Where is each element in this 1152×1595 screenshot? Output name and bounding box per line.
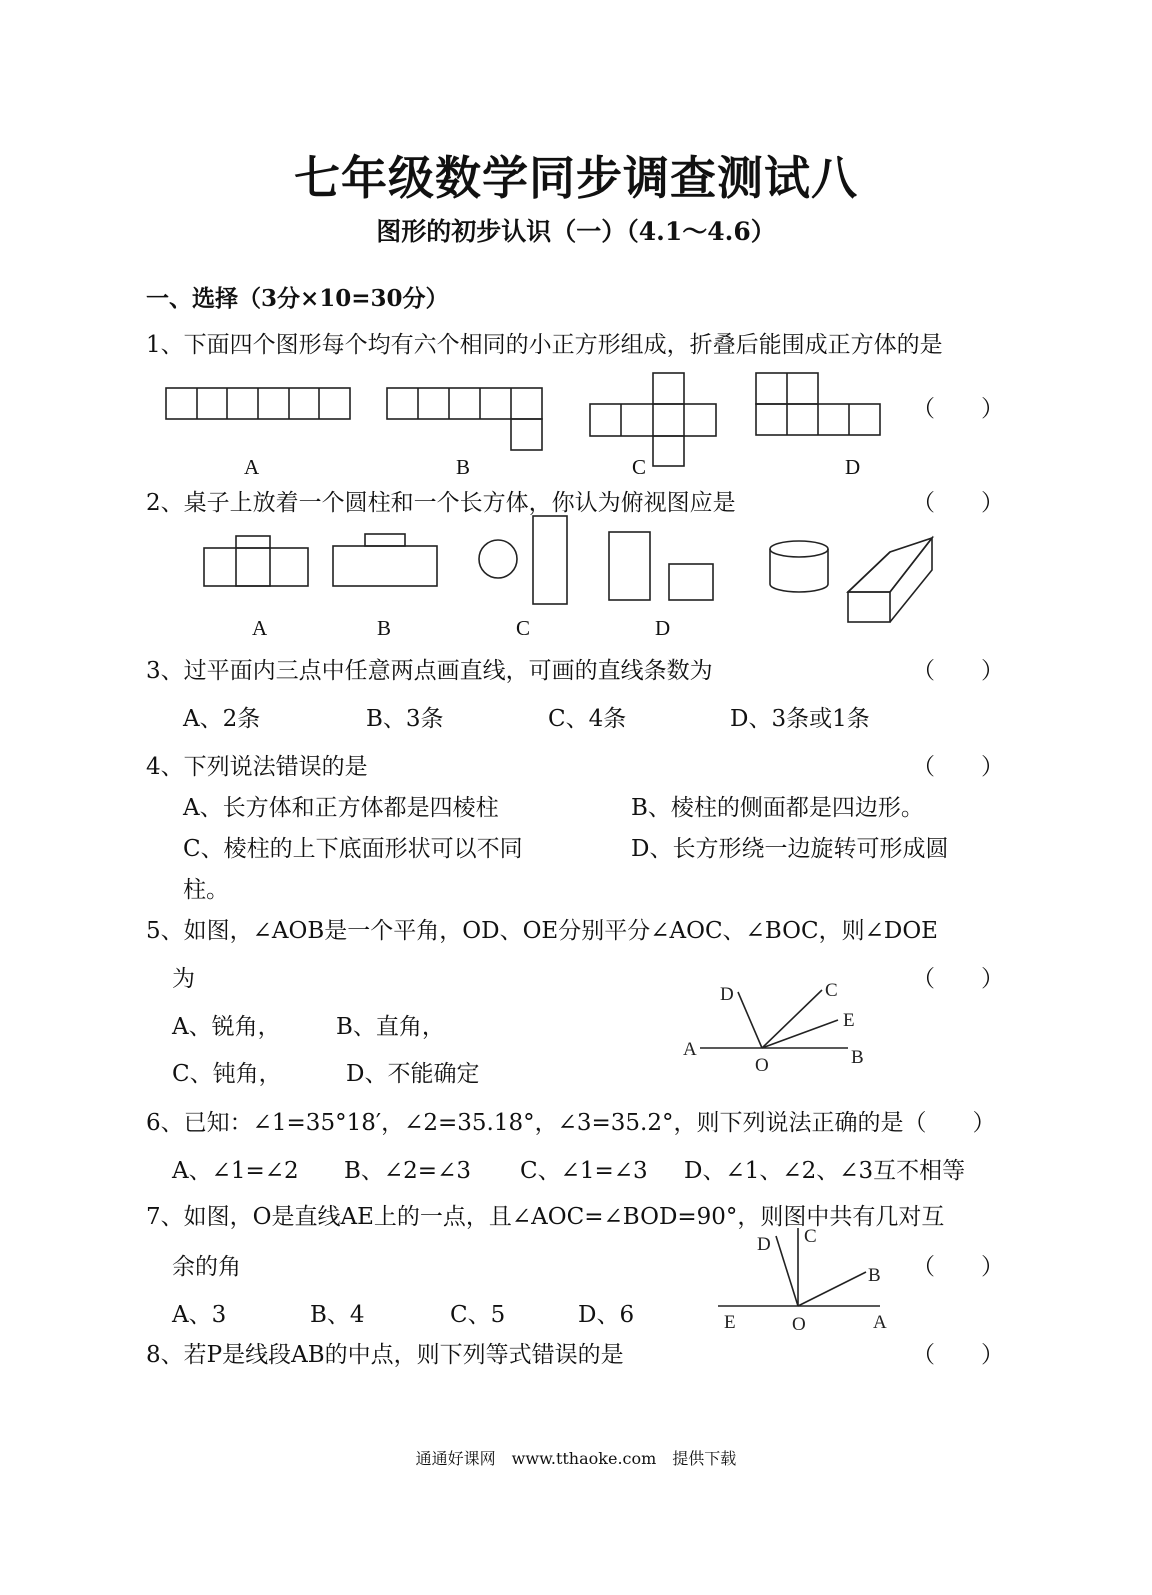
q3-option-a[interactable]: A、2条 — [183, 706, 261, 732]
q7-label-e: E — [724, 1312, 736, 1333]
q2-label-c: C — [516, 616, 531, 640]
q6-option-a[interactable]: A、∠1=∠2 — [172, 1158, 299, 1184]
q7-option-b[interactable]: B、4 — [310, 1302, 365, 1328]
question-5-text: 5、如图，∠AOB是一个平角，OD、OE分别平分∠AOC、∠BOC，则∠DOE — [146, 918, 938, 944]
q3-answer-blank[interactable]: （ ） — [912, 658, 1004, 684]
q4-answer-blank[interactable]: （ ） — [912, 754, 1004, 780]
q5-option-b[interactable]: B、直角， — [336, 1014, 445, 1040]
q7-label-o: O — [792, 1314, 806, 1335]
q7-answer-blank[interactable]: （ ） — [912, 1254, 1004, 1280]
q5-option-a[interactable]: A、锐角， — [172, 1014, 281, 1040]
question-1-text: 1、下面四个图形每个均有六个相同的小正方形组成，折叠后能围成正方体的是 — [146, 332, 943, 358]
page-subtitle: 图形的初步认识（一）（4.1～4.6） — [376, 217, 776, 246]
q4-option-a[interactable]: A、长方体和正方体都是四棱柱 — [183, 795, 499, 821]
q5-label-c: C — [825, 980, 838, 1001]
question-2-text: 2、桌子上放着一个圆柱和一个长方体，你认为俯视图应是 — [146, 490, 736, 516]
q5-label-d: D — [720, 984, 734, 1005]
section-heading-choice: 一、选择（3分×10=30分） — [146, 285, 449, 312]
q5-label-e: E — [843, 1010, 855, 1031]
q2-label-b: B — [377, 616, 392, 640]
q7-label-b: B — [868, 1265, 881, 1286]
q4-option-d-continuation: 柱。 — [183, 877, 229, 903]
q4-option-d[interactable]: D、长方形绕一边旋转可形成圆 — [631, 836, 949, 862]
q8-answer-blank[interactable]: （ ） — [912, 1342, 1004, 1368]
q5-label-o: O — [755, 1055, 769, 1076]
q7-option-c[interactable]: C、5 — [450, 1302, 506, 1328]
q3-option-c[interactable]: C、4条 — [548, 706, 627, 732]
page-title: 七年级数学同步调查测试八 — [294, 151, 858, 205]
q7-label-d: D — [757, 1234, 771, 1255]
q5-label-b: B — [851, 1047, 864, 1068]
q1-label-c: C — [632, 455, 647, 479]
q1-label-d: D — [845, 455, 861, 479]
q7-label-c: C — [804, 1226, 817, 1247]
q4-option-b[interactable]: B、棱柱的侧面都是四边形。 — [631, 795, 924, 821]
q5-label-a: A — [683, 1039, 697, 1060]
q5-option-c[interactable]: C、钝角， — [172, 1061, 282, 1087]
q4-option-c[interactable]: C、棱柱的上下底面形状可以不同 — [183, 836, 523, 862]
q1-label-a: A — [244, 455, 260, 479]
question-3-text: 3、过平面内三点中任意两点画直线，可画的直线条数为 — [146, 658, 713, 684]
q2-label-a: A — [252, 616, 268, 640]
q7-label-a: A — [873, 1312, 887, 1333]
question-6-text: 6、已知：∠1=35°18′，∠2=35.18°，∠3=35.2°，则下列说法正确的是（ ） — [146, 1110, 996, 1136]
q1-label-b: B — [456, 455, 471, 479]
q7-option-d[interactable]: D、6 — [578, 1302, 635, 1328]
q1-answer-blank[interactable]: （ ） — [912, 396, 1004, 422]
question-7-text: 7、如图，O是直线AE上的一点，且∠AOC=∠BOD=90°，则图中共有几对互 — [146, 1204, 945, 1230]
question-7-text-cont: 余的角 — [172, 1254, 241, 1280]
q6-option-b[interactable]: B、∠2=∠3 — [344, 1158, 471, 1184]
question-5-text-cont: 为 — [172, 966, 195, 992]
q3-option-b[interactable]: B、3条 — [366, 706, 444, 732]
q2-label-d: D — [655, 616, 671, 640]
q6-option-c[interactable]: C、∠1=∠3 — [520, 1158, 648, 1184]
question-8-text: 8、若P是线段AB的中点，则下列等式错误的是 — [146, 1342, 624, 1368]
q2-answer-blank[interactable]: （ ） — [912, 490, 1004, 516]
page-footer: 通通好课网 www.tthaoke.com 提供下载 — [415, 1449, 737, 1468]
q5-option-d[interactable]: D、不能确定 — [346, 1061, 480, 1087]
q3-option-d[interactable]: D、3条或1条 — [730, 706, 870, 732]
q6-option-d[interactable]: D、∠1、∠2、∠3互不相等 — [684, 1158, 966, 1184]
q5-answer-blank[interactable]: （ ） — [912, 966, 1004, 992]
question-4-text: 4、下列说法错误的是 — [146, 754, 368, 780]
q7-option-a[interactable]: A、3 — [172, 1302, 227, 1328]
